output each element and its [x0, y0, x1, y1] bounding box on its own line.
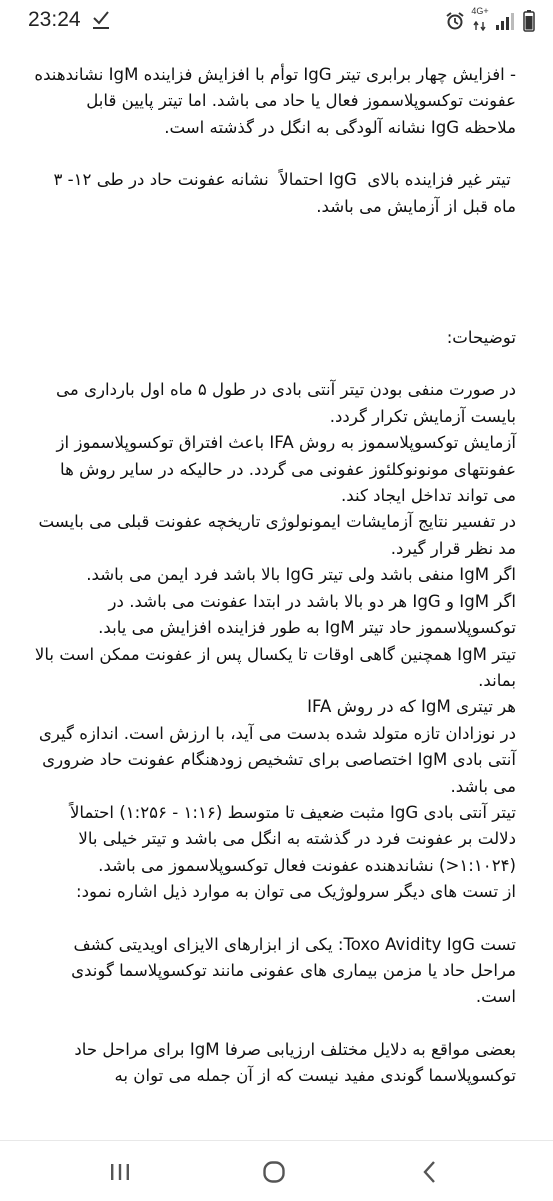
note-line: تیتر آنتی بادی IgG مثبت ضعیف تا متوسط (۱:۱۶ - ۱:۲۵۶) احتمالاً دلالت بر عفونت فرد در گذشته به انگل می باشد و تیتر خیلی بالا (۱:۱۰۲۴<) نشاندهنده عفونت فعال توکسوپلاسموز می باشد.	[64, 802, 516, 875]
note-line: اگر IgM و IgG هر دو بالا باشد در ابتدا عفونت می باشد. در توکسوپلاسموز حاد تیتر IgM به طور فزاینده افزایش می یابد.	[98, 591, 516, 638]
home-button[interactable]	[254, 1155, 294, 1189]
note-line: در تفسیر نتایج آزمایشات ایمونولوژی تاریخچه عفونت قبلی می بایست مد نظر قرار گیرد.	[33, 512, 516, 558]
status-bar	[0, 0, 553, 50]
download-done-icon	[92, 10, 110, 30]
back-icon	[422, 1160, 438, 1184]
note-line: هر تیتری IgM که در روش IFA	[307, 697, 516, 717]
recent-apps-button[interactable]	[100, 1155, 140, 1189]
note-line: آزمایش توکسوپلاسموز به روش IFA باعث افتراق توکسوپلاسموز از عفونتهای مونونوکلئوز عفونی می گردد. در حالیکه در سایر روش ها می تواند تداخل ایجاد کند.	[51, 433, 516, 506]
note-line: اگر IgM منفی باشد ولی تیتر IgG بالا باشد فرد ایمن می باشد.	[86, 565, 516, 585]
home-icon	[262, 1160, 286, 1184]
battery-icon	[523, 10, 535, 32]
note-line: تیتر IgM همچنین گاهی اوقات تا یکسال پس از عفونت ممکن است بالا بماند.	[29, 644, 516, 690]
status-time: 23:24	[28, 8, 81, 31]
note-line: در نوزادان تازه متولد شده بدست می آید، با ارزش است. اندازه گیری آنتی بادی IgM اختصاصی برای تشخیص زودهنگام عفونت حاد ضروری می باشد.	[33, 723, 516, 796]
navigation-bar	[0, 1140, 553, 1201]
network-type-label: 4G+	[471, 6, 489, 16]
note-line: از تست های دیگر سرولوژیک می توان به موارد ذیل اشاره نمود:	[76, 882, 516, 902]
paragraph-igg-titer: تیتر غیر فزاینده بالای IgG احتمالاً نشانه عفونت حاد در طی ۱۲- ۳ ماه قبل از آزمایش می باشد.	[48, 170, 516, 216]
paragraph-antibody-increase: - افزایش چهار برابری تیتر IgG توأم با افزایش فزاینده IgM نشاندهنده عفونت توکسوپلاسموز فعال یا حاد می باشد. اما تیتر پایین قابل ملاحظه IgG نشانه آلودگی به انگل در گذشته است.	[29, 65, 516, 137]
article-content	[29, 62, 516, 1090]
status-icons	[445, 6, 535, 32]
recent-apps-icon	[109, 1162, 131, 1182]
paragraph-avidity-test: تست Toxo Avidity IgG: یکی از ابزارهای الایزای اویدیتی کشف مراحل حاد یا مزمن بیماری های عفونی مانند توکسوپلاسما گوندی است.	[65, 934, 516, 1007]
note-line: در صورت منفی بودن تیتر آنتی بادی در طول ۵ ماه اول بارداری می بایست آزمایش تکرار گردد.	[50, 380, 516, 426]
section-heading: توضیحات:	[446, 328, 516, 348]
signal-icon	[495, 12, 517, 30]
alarm-icon	[445, 11, 465, 31]
network-type-indicator	[471, 7, 489, 35]
data-arrows-icon	[471, 21, 489, 31]
back-button[interactable]	[410, 1155, 450, 1189]
paragraph-igm-limitation: بعضی مواقع به دلایل مختلف ارزیابی صرفا IgM برای مراحل حاد توکسوپلاسما گوندی مفید نیست که از آن جمله می توان به	[69, 1039, 516, 1086]
